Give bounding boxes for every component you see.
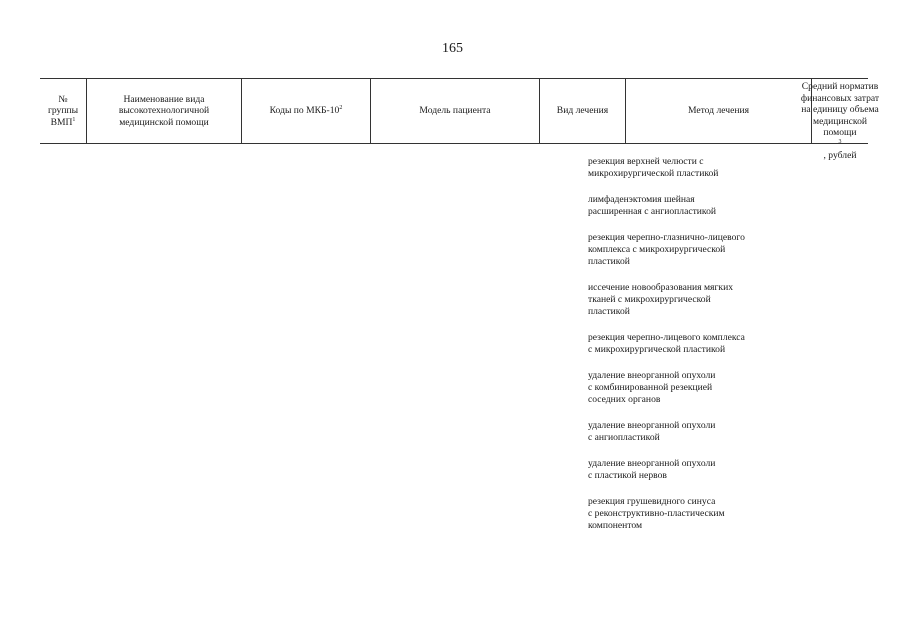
footnote-mark: 1 xyxy=(72,116,76,123)
header-group-number-line: № xyxy=(58,93,68,105)
header-care-type-name-line: медицинской помощи xyxy=(119,116,209,128)
treatment-method-line: комплекса с микрохирургической xyxy=(588,244,726,255)
treatment-method-line: резекция грушевидного синуса xyxy=(588,496,716,507)
treatment-method-line: расширенная с ангиопластикой xyxy=(588,206,717,217)
header-treatment-type-label: Вид лечения xyxy=(556,105,609,117)
header-patient-model-label: Модель пациента xyxy=(419,105,491,117)
treatment-method-line: соседних органов xyxy=(588,394,661,405)
treatment-method-line: удаление внеорганной опухоли xyxy=(588,420,716,431)
header-icd-codes xyxy=(241,79,370,143)
treatment-method-line: с реконструктивно-пластическим xyxy=(588,508,725,519)
header-group-number-line: группы xyxy=(47,105,79,117)
treatment-method-line: с микрохирургической пластикой xyxy=(588,344,726,355)
treatment-method-line: резекция верхней челюсти с xyxy=(588,156,704,167)
footnote-mark: 3 xyxy=(838,138,842,145)
treatment-method-item xyxy=(588,458,778,482)
header-care-type-name-line: Наименование вида xyxy=(123,93,205,105)
treatment-method-item xyxy=(588,156,778,180)
treatment-method-line: тканей с микрохирургической xyxy=(588,294,711,305)
treatment-method-item xyxy=(588,332,778,356)
header-group-number-line: ВМП xyxy=(50,116,73,128)
treatment-method-line: пластикой xyxy=(588,256,630,267)
treatment-method-list xyxy=(588,156,778,546)
table-header xyxy=(40,78,880,161)
header-cost-norm-line: финансовых затрат xyxy=(800,92,880,104)
treatment-method-line: удаление внеорганной опухоли xyxy=(588,370,716,381)
treatment-method-line: с комбинированной резекцией xyxy=(588,382,713,393)
header-treatment-method-label: Метод лечения xyxy=(687,105,750,117)
treatment-method-item xyxy=(588,496,778,532)
treatment-method-line: резекция черепно-глазнично-лицевого xyxy=(588,232,745,243)
header-group-number xyxy=(40,79,86,143)
treatment-method-line: с пластикой нервов xyxy=(588,470,667,481)
treatment-method-line: удаление внеорганной опухоли xyxy=(588,458,716,469)
treatment-method-item xyxy=(588,194,778,218)
header-care-type-name xyxy=(86,79,241,143)
footnote-mark: 2 xyxy=(339,105,343,112)
treatment-method-line: иссечение новообразования мягких xyxy=(588,282,734,293)
treatment-method-line: пластикой xyxy=(588,306,630,317)
header-cost-norm-line-tail: , рублей xyxy=(823,150,857,161)
header-cost-norm xyxy=(800,79,880,161)
treatment-method-item xyxy=(588,370,778,406)
header-treatment-type xyxy=(539,79,625,143)
treatment-method-line: лимфаденэктомия шейная xyxy=(588,194,695,205)
treatment-method-item xyxy=(588,282,778,318)
header-cost-norm-line: Средний норматив xyxy=(801,81,879,92)
header-care-type-name-line: высокотехнологичной xyxy=(118,105,210,117)
header-cost-norm-line: медицинской xyxy=(813,115,867,127)
header-cost-norm-line xyxy=(823,127,856,162)
header-patient-model xyxy=(370,79,539,143)
treatment-method-item xyxy=(588,420,778,444)
page-number: 165 xyxy=(442,41,463,56)
treatment-method-line: микрохирургической пластикой xyxy=(588,168,719,179)
header-cost-norm-line: на единицу объема xyxy=(801,104,879,115)
treatment-method-line: компонентом xyxy=(588,520,643,531)
treatment-method-line: с ангиопластикой xyxy=(588,432,660,443)
treatment-method-line: резекция черепно-лицевого комплекса xyxy=(588,332,745,343)
treatment-method-item xyxy=(588,232,778,268)
header-treatment-method xyxy=(625,79,811,143)
header-icd-codes-label: Коды по МКБ-10 xyxy=(269,105,340,117)
header-cost-norm-line-text: помощи xyxy=(823,127,857,138)
